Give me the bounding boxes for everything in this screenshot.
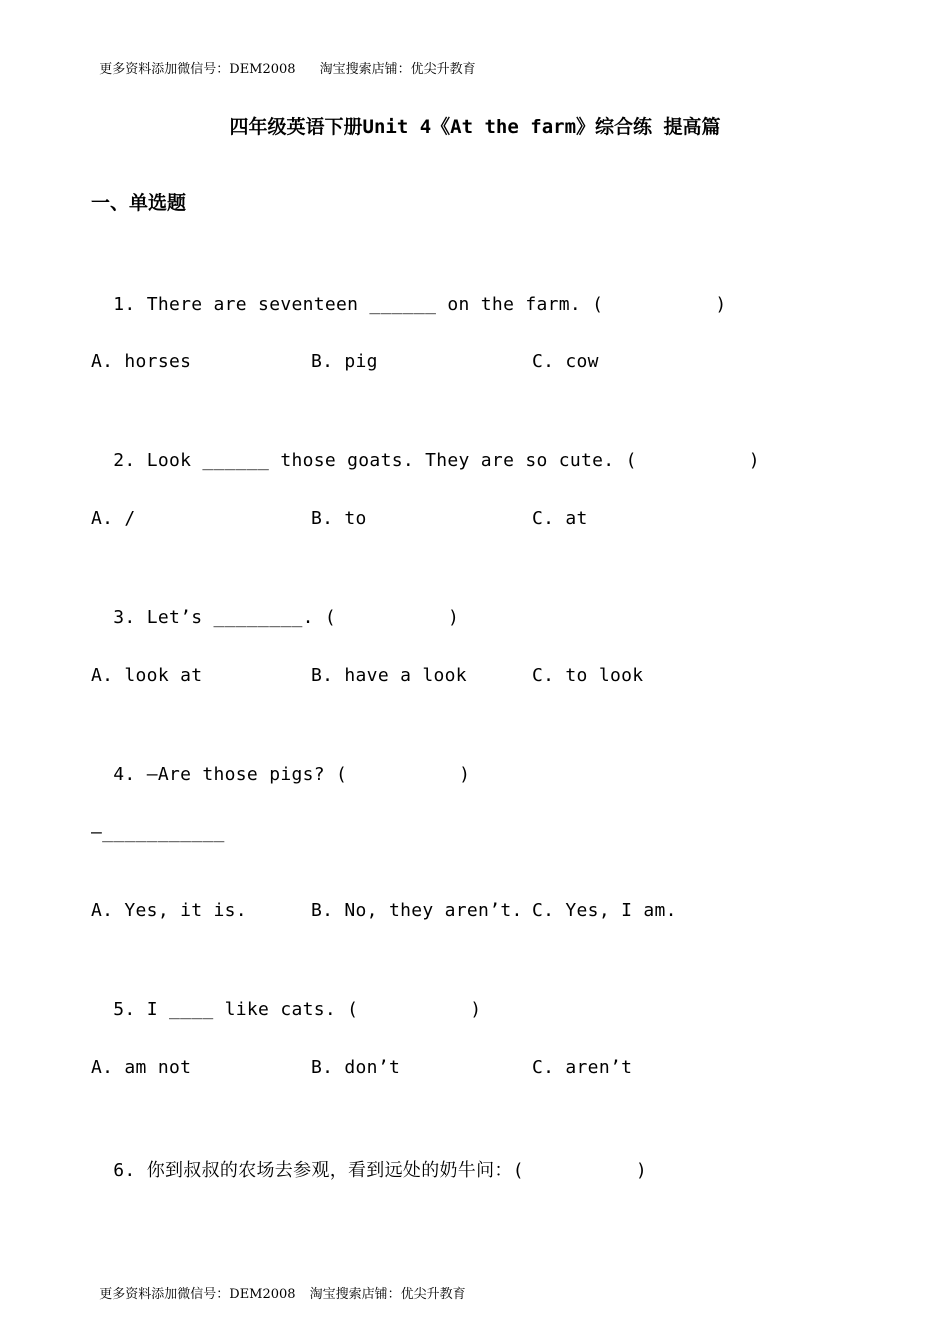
q2-option-a: A. / (91, 508, 136, 529)
question-1-close-paren: ) (715, 294, 727, 315)
page-footer (91, 1268, 466, 1302)
section-heading: 一、单选题 (91, 192, 187, 214)
question-6-stem: 6. 你到叔叔的农场去参观，看到远处的奶牛问：( (113, 1160, 524, 1181)
question-5-close-paren: ) (470, 999, 482, 1020)
q1-option-a: A. horses (91, 351, 192, 372)
footer-shop-text: 淘宝搜索店铺：优尖升教育 (309, 1287, 466, 1302)
q3-option-a: A. look at (91, 665, 203, 686)
q3-option-c: C. to look (532, 665, 644, 686)
header-shop-text: 淘宝搜索店铺：优尖升教育 (319, 62, 476, 77)
q5-option-b: B. don’t (311, 1057, 401, 1078)
question-3 (91, 586, 459, 628)
question-2-close-paren: ) (748, 450, 760, 471)
q4-option-b: B. No, they aren’t. (311, 900, 523, 921)
q2-option-b: B. to (311, 508, 367, 529)
q4-option-c: C. Yes, I am. (532, 900, 677, 921)
document-title: 四年级英语下册Unit 4《At the farm》综合练 提高篇 (229, 116, 721, 138)
question-1-stem: 1. There are seventeen ______ on the farm. ( (113, 294, 604, 315)
question-3-close-paren: ) (448, 607, 460, 628)
header-wechat-text: 更多资料添加微信号：DEM2008 (99, 62, 296, 77)
q4-option-a: A. Yes, it is. (91, 900, 247, 921)
page-header (91, 43, 476, 77)
q2-option-c: C. at (532, 508, 588, 529)
question-2-stem: 2. Look ______ those goats. They are so cute. ( (113, 450, 637, 471)
q5-option-c: C. aren’t (532, 1057, 633, 1078)
question-4-answer-line: —___________ (91, 822, 225, 843)
q1-option-b: B. pig (311, 351, 378, 372)
question-4-close-paren: ) (459, 764, 471, 785)
question-1 (91, 273, 726, 315)
q1-option-c: C. cow (532, 351, 599, 372)
question-5-stem: 5. I ____ like cats. ( (113, 999, 359, 1020)
q5-option-a: A. am not (91, 1057, 192, 1078)
question-4 (91, 743, 470, 785)
question-6 (91, 1135, 647, 1182)
q3-option-b: B. have a look (311, 665, 467, 686)
question-3-stem: 3. Let’s ________. ( (113, 607, 337, 628)
question-5 (91, 978, 481, 1020)
question-4-stem: 4. —Are those pigs? ( (113, 764, 348, 785)
question-2 (91, 429, 760, 471)
question-6-close-paren: ) (635, 1160, 647, 1181)
footer-wechat-text: 更多资料添加微信号：DEM2008 (99, 1287, 296, 1302)
